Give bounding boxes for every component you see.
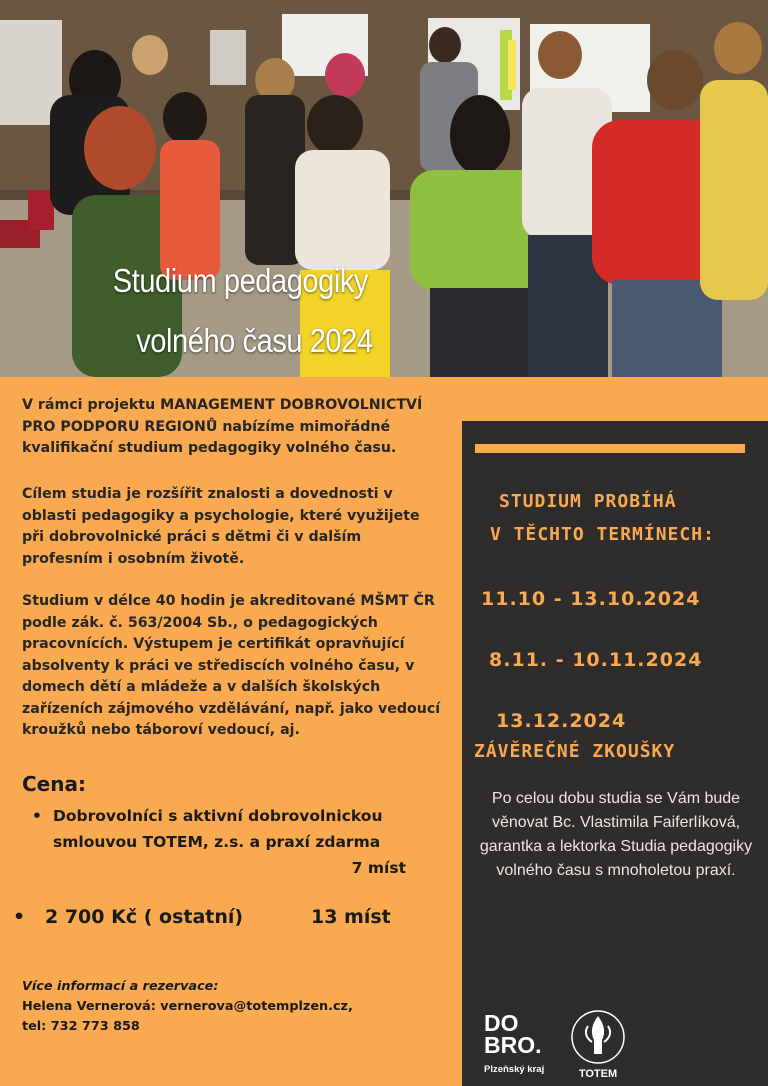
hero-title-line-1: Studium pedagogiky (112, 262, 369, 299)
schedule-heading-line-1: STUDIUM PROBÍHÁ (499, 491, 677, 512)
hero-photo (0, 0, 768, 377)
price-list (32, 803, 432, 881)
lecturer-info: Po celou dobu studia se Vám bude věnovat Bc. Vlastimila Faiferlíková, garantka a lektorka Studia pedagogiky volného času s mnoholetou praxí. (479, 790, 753, 879)
totem-emblem-icon (566, 1006, 630, 1068)
intro-paragraph: V rámci projektu MANAGEMENT DOBROVOLNICTVÍ PRO PODPORU REGIONŮ nabízíme mimořádné kvalifikační studium pedagogiky volného času. (22, 397, 423, 456)
contact-heading: Více informací a rezervace: (22, 979, 219, 994)
price-heading: Cena: (22, 772, 86, 796)
exam-label: ZÁVĚREČNÉ ZKOUŠKY (474, 741, 676, 762)
date-term-1: 11.10 - 13.10.2024 (481, 588, 701, 610)
price-item-volunteers-count: 7 míst (351, 859, 406, 877)
dobro-logo (484, 1012, 544, 1075)
bullet-icon: • (13, 906, 26, 928)
contact-email-line: Helena Vernerová: vernerova@totemplzen.cz, (22, 999, 353, 1014)
dobro-logo-line-1: DO (484, 1010, 519, 1036)
price-item-others-text: 2 700 Kč ( ostatní) (45, 906, 244, 928)
price-item-volunteers-text: Dobrovolníci s aktivní dobrovolnickou smlouvou TOTEM, z.s. a praxí zdarma (53, 807, 383, 851)
bullet-icon: • (32, 807, 42, 825)
price-item-volunteers (32, 803, 432, 881)
panel-accent-bar (475, 444, 745, 453)
contact-phone: tel: 732 773 858 (22, 1019, 140, 1034)
date-exam: 13.12.2024 (496, 710, 627, 732)
schedule-heading-line-2: V TĚCHTO TERMÍNECH: (490, 524, 715, 545)
hero-title-line-2: volného času 2024 (136, 322, 373, 359)
accreditation-paragraph: Studium v délce 40 hodin je akreditované MŠMT ČR podle zák. č. 563/2004 Sb., o pedagogických pracovnících. Výstupem je certifikát opravňující absolventy k práci ve střediscích volného času, v domech dětí a mládeže a v dalších školských zařízeních zájmového vzdělávání, např. jako vedoucí kroužků nebo táboroví vedoucí, aj. (22, 593, 441, 738)
date-term-2: 8.11. - 10.11.2024 (489, 649, 703, 671)
dobro-logo-subtitle: Plzeňský kraj (484, 1064, 545, 1075)
contact-block (22, 977, 402, 1037)
totem-logo-name: TOTEM (578, 1068, 618, 1080)
dobro-logo-line-2: BRO. (484, 1032, 542, 1058)
price-item-others-count: 13 míst (311, 906, 391, 928)
totem-logo (566, 1006, 630, 1082)
goal-paragraph: Cílem studia je rozšířit znalosti a dovednosti v oblasti pedagogiky a psychologie, které využijete při dobrovolnické práci s dětmi či v dalším profesním i osobním životě. (22, 486, 420, 567)
